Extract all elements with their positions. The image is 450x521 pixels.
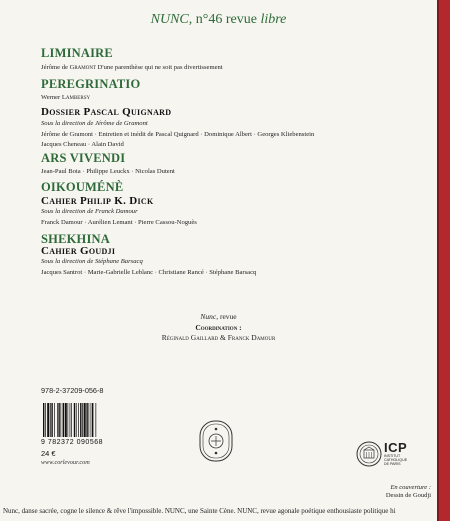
barcode-bar: [74, 403, 75, 437]
cahier-dick-direction: Sous la direction de Franck Damour: [41, 208, 138, 215]
icp-logo-small3: DE PARIS: [384, 462, 401, 467]
barcode-bar: [71, 403, 72, 437]
barcode-bar: [86, 403, 87, 437]
barcode-bar: [92, 403, 93, 437]
icp-logo: [384, 441, 407, 467]
barcode-bar: [84, 403, 86, 437]
colophon-revue-word: , revue: [216, 312, 237, 321]
cahier-goudji-authors: Jacques Santrot · Marie-Gabrielle Leblanc · Christiane Rancé · Stéphane Barsacq: [41, 269, 257, 276]
barcode-bar: [63, 403, 64, 437]
cahier-goudji-direction: Sous la direction de Stéphane Barsacq: [41, 258, 143, 265]
liminaire-author-first: Jérôme de: [41, 64, 70, 71]
peregrinatio-author-last: Lambersy: [61, 94, 91, 101]
header-issue: , n°46 revue: [188, 12, 261, 27]
section-liminaire: LIMINAIRE: [41, 46, 113, 60]
header-title: [0, 12, 437, 28]
red-spine-edge: [437, 0, 450, 521]
colophon-nunc: Nunc: [200, 312, 217, 321]
barcode-icon: [41, 402, 115, 438]
barcode-bar: [78, 403, 79, 437]
section-peregrinatio: PEREGRINATIO: [41, 77, 141, 91]
barcode-bar: [70, 403, 71, 437]
barcode-bar: [65, 403, 67, 437]
barcode-bar: [80, 403, 81, 437]
coordinators: Réginald Gaillard & Franck Damour: [161, 333, 276, 342]
barcode-bar: [61, 403, 62, 437]
icp-logo-small1: INSTITUT: [384, 454, 401, 458]
header-nunc: NUNC: [150, 12, 189, 27]
peregrinatio-author-first: Werner: [41, 94, 62, 101]
section-ars-vivendi: ARS VIVENDI: [41, 151, 126, 165]
header-libre: libre: [260, 12, 287, 27]
price: 24 €: [41, 449, 56, 458]
barcode-bar: [57, 403, 58, 437]
colophon-revue: [0, 312, 437, 321]
barcode-digits: 9 782372 090568: [41, 439, 103, 446]
cahier-goudji-title: Cahier Goudji: [41, 245, 116, 257]
cahier-dick-authors: Franck Damour · Aurélien Lemant · Pierre Cassou-Noguès: [41, 219, 197, 226]
barcode-bar: [82, 403, 83, 437]
icp-logo-big: ICP: [384, 440, 408, 455]
cover-credit: [356, 484, 431, 499]
barcode-bar: [68, 403, 69, 437]
barcode-bar: [51, 403, 52, 437]
barcode-bar: [45, 403, 46, 437]
barcode-bar: [43, 403, 44, 437]
website: www.corlevour.com: [41, 459, 90, 466]
dossier-quignard-line1: Jérôme de Gramont · Entretien et inédit de Pascal Quignard · Dominique Albert · Georges Kliebenstein: [41, 131, 315, 138]
barcode-bar: [96, 403, 97, 437]
ars-vivendi-authors: Jean-Paul Bota · Philippe Leuckx · Nicolas Dutent: [41, 168, 175, 175]
dossier-quignard-title: Dossier Pascal Quignard: [41, 106, 172, 118]
liminaire-author-last: Gramont: [69, 64, 96, 71]
dossier-quignard-line2: Jacques Cheneau · Alain David: [41, 141, 124, 148]
publisher-seal-icon: [199, 420, 233, 462]
isbn-number: 978-2-37209-056-8: [41, 386, 104, 395]
coordination-label: Coordination :: [195, 323, 242, 332]
peregrinatio-line: [41, 94, 90, 101]
cover-credit-value: Dessin de Goudji: [385, 492, 431, 499]
icp-logo-small2: CATHOLIQUE: [384, 458, 408, 463]
section-oikoumene: OIKOUMÉNÈ: [41, 180, 124, 194]
barcode-bar: [47, 403, 49, 437]
cahier-dick-title: Cahier Philip K. Dick: [41, 195, 154, 207]
barcode-bar: [91, 403, 92, 437]
cover-credit-label: En couverture :: [390, 484, 431, 491]
dossier-quignard-direction: Sous la direction de Jérôme de Gramont: [41, 120, 148, 127]
tagline: Nunc, danse sacrée, cogne le silence & rêve l'impossible. NUNC, une Sainte Cène. NUNC, revue agonale poétique enthousiaste politique hi: [3, 507, 396, 515]
section-shekhina: SHEKHINA: [41, 232, 110, 246]
barcode-bar: [50, 403, 51, 437]
barcode-bar: [54, 403, 55, 437]
barcode-bar: [89, 403, 90, 437]
barcode-bar: [58, 403, 59, 437]
liminaire-text: D'une parenthèse qui ne soit pas divertissement: [97, 64, 223, 71]
barcode-bar: [76, 403, 77, 437]
liminaire-line: [41, 64, 223, 71]
icp-emblem-icon: [356, 441, 382, 467]
